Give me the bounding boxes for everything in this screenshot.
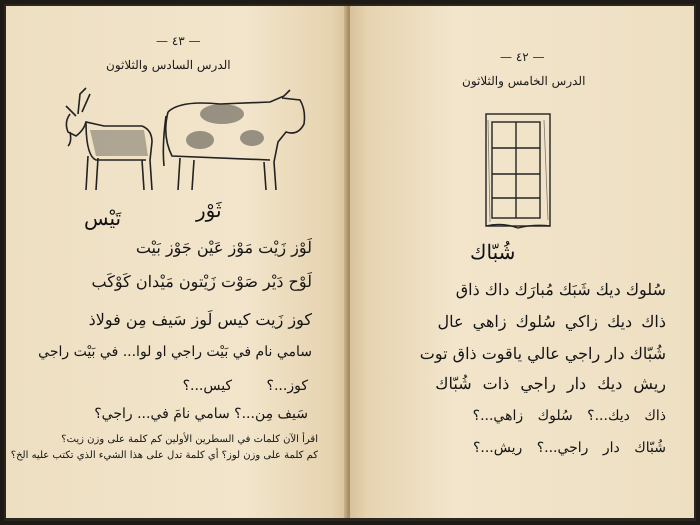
- ox-illustration: [160, 86, 310, 194]
- right-lesson-title: الدرس الخامس والثلاثون: [462, 74, 586, 88]
- right-line-3: شُبّاك دار راجي عالي ياقوت ذاق توت: [419, 344, 666, 363]
- word-goat: تَيْس: [84, 206, 122, 230]
- right-line-5: ذاك ديك...؟ سُلوك زاهي...؟: [472, 408, 666, 424]
- left-page: [6, 6, 348, 518]
- left-note-2: كم كلمة على وزن لوز؟ أي كلمة تدل على هذا الشيء الذي تكتب عليه الخ؟: [10, 450, 318, 461]
- right-page-number: — ٤٢ —: [500, 50, 545, 64]
- left-line-5: كوز...؟ كيس...؟: [182, 378, 308, 394]
- left-page-number: — ٤٣ —: [156, 34, 201, 48]
- right-line-1: سُلوك ديك شَبَك مُبارَك داك ذاق: [455, 280, 666, 299]
- left-line-6: سَيف مِن...؟ سامي نامَ في... راجي؟: [94, 406, 308, 422]
- window-illustration: [482, 110, 554, 230]
- goat-illustration: [56, 86, 160, 194]
- word-window: شُبّاك: [470, 240, 516, 264]
- left-line-3: كوز زَيت كيس لَوز سَيف مِن فولاذ: [88, 310, 312, 329]
- right-page: [350, 6, 694, 518]
- right-line-2: ذاك ديك زاكي سُلوك زاهي عال: [437, 312, 666, 331]
- right-line-4: ريش ديك دار راجي ذات شُبّاك: [435, 374, 666, 393]
- open-book: [4, 4, 696, 521]
- left-line-4: سامي نام في بَيْت راجي او لوا... في بَيْت راجي: [38, 344, 312, 360]
- left-line-2: لَوْح دَيْر صَوْت زَيْتون مَيْدان كَوْكَب: [91, 272, 312, 291]
- left-note-1: اقرأ الآن كلمات في السطرين الأولين كم كلمة على وزن زيت؟: [61, 434, 318, 445]
- left-line-1: لَوْز زَيْت مَوْز عَيْن جَوْز بَيْت: [135, 238, 312, 257]
- word-ox: ثَوْر: [196, 198, 222, 222]
- right-line-6: شُبّاك دار راجي...؟ ريش...؟: [472, 440, 666, 456]
- left-lesson-title: الدرس السادس والثلاثون: [106, 58, 231, 72]
